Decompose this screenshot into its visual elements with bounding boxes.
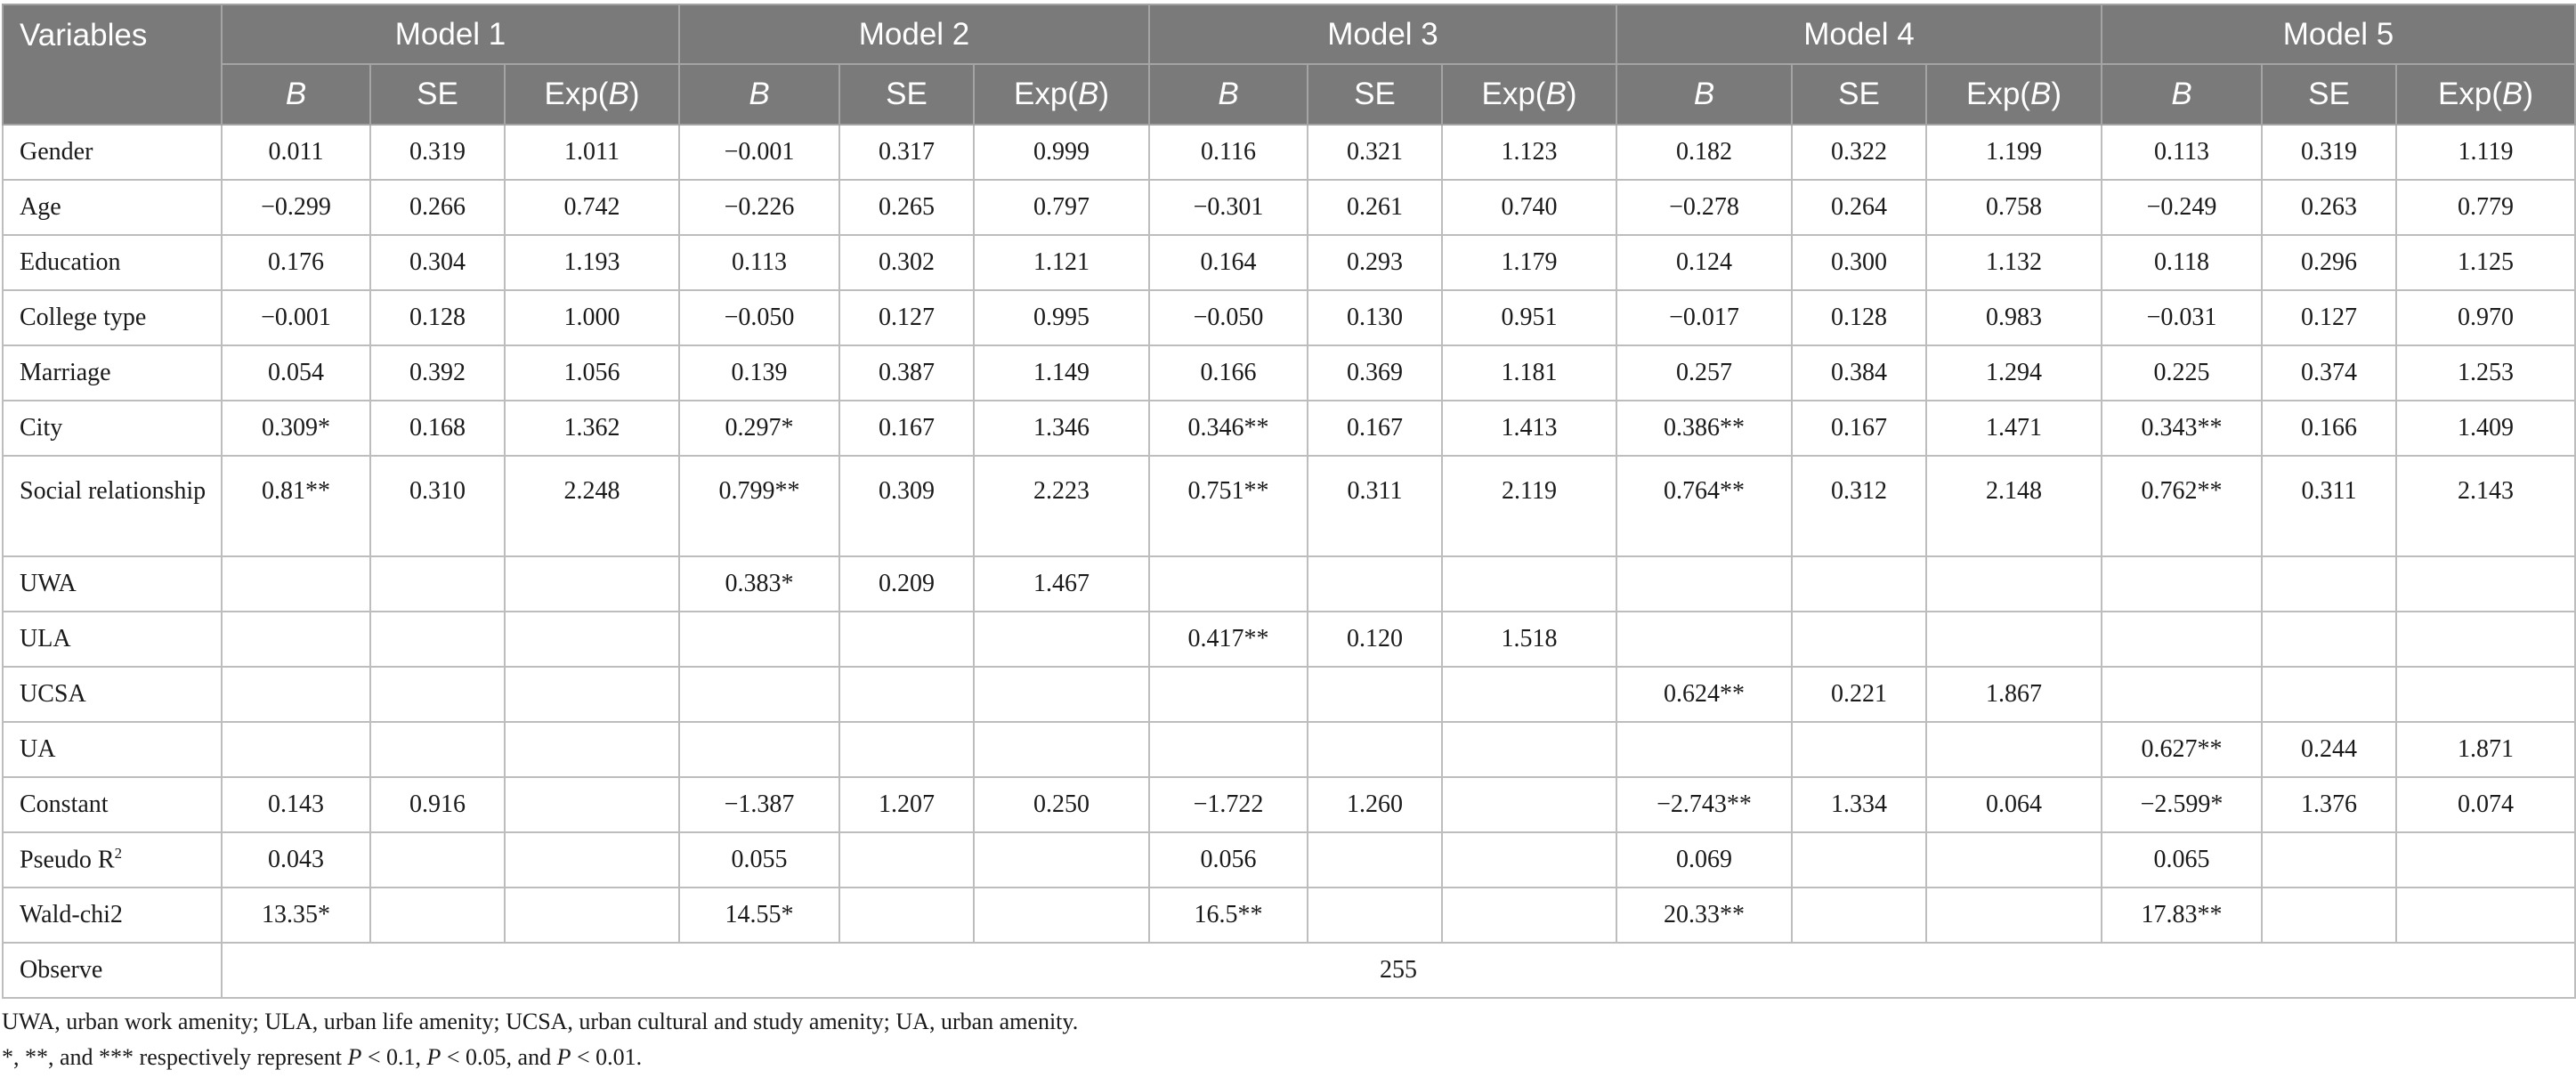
- table-cell: [222, 556, 370, 612]
- table-cell: 0.779: [2396, 180, 2575, 235]
- empty-cell: [1308, 888, 1442, 943]
- table-cell: 0.113: [2102, 125, 2262, 180]
- table-cell: 0.999: [974, 125, 1149, 180]
- table-cell: 0.130: [1308, 290, 1442, 345]
- table-cell: 0.264: [1792, 180, 1926, 235]
- stat-value: 16.5**: [1149, 888, 1308, 943]
- exp-b-header: Exp(B): [1926, 64, 2102, 125]
- table-cell: [1792, 556, 1926, 612]
- table-cell: 0.970: [2396, 290, 2575, 345]
- table-cell: 0.309*: [222, 401, 370, 456]
- se-header: SE: [1792, 64, 1926, 125]
- variables-header: Variables: [3, 4, 222, 125]
- table-cell: [222, 612, 370, 667]
- table-cell: 1.362: [505, 401, 679, 456]
- table-cell: −0.031: [2102, 290, 2262, 345]
- table-cell: 1.123: [1442, 125, 1616, 180]
- row-label: College type: [3, 290, 222, 345]
- table-cell: [1616, 612, 1792, 667]
- empty-cell: [505, 832, 679, 888]
- table-cell: −0.017: [1616, 290, 1792, 345]
- table-cell: [1308, 667, 1442, 722]
- table-cell: [370, 722, 505, 777]
- table-cell: 1.413: [1442, 401, 1616, 456]
- model-3-header: Model 3: [1149, 4, 1616, 64]
- p-symbol: P: [347, 1044, 362, 1070]
- table-cell: [1792, 612, 1926, 667]
- table-cell: 0.319: [2262, 125, 2396, 180]
- sig-prefix: *, **, and *** respectively represent: [2, 1044, 348, 1070]
- sig-threshold-2: < 0.05, and: [441, 1044, 557, 1070]
- exp-b-header: Exp(B): [2396, 64, 2575, 125]
- empty-cell: [370, 888, 505, 943]
- row-label: Observe: [3, 943, 222, 998]
- se-header: SE: [839, 64, 974, 125]
- table-cell: 1.179: [1442, 235, 1616, 290]
- table-cell: [839, 612, 974, 667]
- header-row-stats: [3, 64, 2575, 125]
- table-cell: 0.311: [2262, 456, 2396, 556]
- table-cell: −0.226: [679, 180, 839, 235]
- table-cell: 0.167: [1792, 401, 1926, 456]
- table-cell: 0.296: [2262, 235, 2396, 290]
- table-cell: [974, 612, 1149, 667]
- table-cell: [2102, 667, 2262, 722]
- table-cell: [505, 777, 679, 832]
- table-cell: −0.050: [1149, 290, 1308, 345]
- sig-threshold-3: < 0.01.: [571, 1044, 643, 1070]
- table-cell: 0.309: [839, 456, 974, 556]
- table-cell: 0.064: [1926, 777, 2102, 832]
- row-label: Constant: [3, 777, 222, 832]
- table-row: [3, 125, 2575, 180]
- table-cell: [222, 722, 370, 777]
- table-cell: [370, 612, 505, 667]
- row-label: UA: [3, 722, 222, 777]
- table-cell: [679, 612, 839, 667]
- table-cell: 1.867: [1926, 667, 2102, 722]
- table-cell: 0.250: [974, 777, 1149, 832]
- table-row: [3, 667, 2575, 722]
- coef-b-header: B: [2102, 64, 2262, 125]
- table-cell: [974, 722, 1149, 777]
- row-label: Wald-chi2: [3, 888, 222, 943]
- empty-cell: [1926, 888, 2102, 943]
- table-cell: 1.056: [505, 345, 679, 401]
- table-cell: 0.346**: [1149, 401, 1308, 456]
- table-cell: 0.384: [1792, 345, 1926, 401]
- row-label: Age: [3, 180, 222, 235]
- table-cell: 0.113: [679, 235, 839, 290]
- table-cell: 2.143: [2396, 456, 2575, 556]
- empty-cell: [839, 888, 974, 943]
- table-cell: 0.319: [370, 125, 505, 180]
- table-cell: 0.257: [1616, 345, 1792, 401]
- empty-cell: [1442, 832, 1616, 888]
- table-cell: 0.263: [2262, 180, 2396, 235]
- table-cell: 0.312: [1792, 456, 1926, 556]
- empty-cell: [2262, 888, 2396, 943]
- pseudo-r-label: Pseudo R: [20, 846, 115, 874]
- empty-cell: [505, 888, 679, 943]
- table-cell: [1308, 722, 1442, 777]
- p-symbol: P: [426, 1044, 441, 1070]
- table-cell: 0.758: [1926, 180, 2102, 235]
- empty-cell: [1792, 832, 1926, 888]
- p-symbol: P: [556, 1044, 571, 1070]
- table-row: [3, 290, 2575, 345]
- table-cell: 0.311: [1308, 456, 1442, 556]
- table-cell: 1.871: [2396, 722, 2575, 777]
- table-cell: 0.321: [1308, 125, 1442, 180]
- table-cell: 0.627**: [2102, 722, 2262, 777]
- table-cell: 0.951: [1442, 290, 1616, 345]
- table-cell: 0.167: [839, 401, 974, 456]
- row-label: Gender: [3, 125, 222, 180]
- table-body: [3, 125, 2575, 998]
- sig-threshold-1: < 0.1,: [361, 1044, 427, 1070]
- table-cell: 0.317: [839, 125, 974, 180]
- table-cell: −2.743**: [1616, 777, 1792, 832]
- model-2-header: Model 2: [679, 4, 1149, 64]
- table-cell: [1616, 722, 1792, 777]
- table-cell: 0.797: [974, 180, 1149, 235]
- stat-value: 0.065: [2102, 832, 2262, 888]
- table-cell: 0.624**: [1616, 667, 1792, 722]
- table-cell: 1.334: [1792, 777, 1926, 832]
- table-cell: 0.166: [2262, 401, 2396, 456]
- table-row: [3, 456, 2575, 556]
- table-cell: 0.81**: [222, 456, 370, 556]
- table-cell: 0.762**: [2102, 456, 2262, 556]
- table-cell: 2.148: [1926, 456, 2102, 556]
- table-cell: 1.253: [2396, 345, 2575, 401]
- table-cell: 0.261: [1308, 180, 1442, 235]
- table-cell: [1792, 722, 1926, 777]
- table-cell: 0.182: [1616, 125, 1792, 180]
- table-cell: 0.120: [1308, 612, 1442, 667]
- table-cell: 0.322: [1792, 125, 1926, 180]
- table-cell: [1149, 556, 1308, 612]
- table-cell: 0.392: [370, 345, 505, 401]
- coef-b-header: B: [222, 64, 370, 125]
- table-cell: [2396, 667, 2575, 722]
- table-cell: 0.139: [679, 345, 839, 401]
- table-cell: 0.740: [1442, 180, 1616, 235]
- table-cell: [1616, 556, 1792, 612]
- row-label: [3, 832, 222, 888]
- stat-value: 0.069: [1616, 832, 1792, 888]
- stat-value: 0.056: [1149, 832, 1308, 888]
- table-cell: 1.207: [839, 777, 974, 832]
- table-cell: 0.799**: [679, 456, 839, 556]
- table-cell: [370, 556, 505, 612]
- table-cell: 0.386**: [1616, 401, 1792, 456]
- table-cell: 2.223: [974, 456, 1149, 556]
- table-cell: [1926, 722, 2102, 777]
- table-cell: −1.387: [679, 777, 839, 832]
- table-cell: [1442, 667, 1616, 722]
- table-cell: [222, 667, 370, 722]
- table-row: [3, 401, 2575, 456]
- table-cell: [679, 667, 839, 722]
- stat-value: 0.055: [679, 832, 839, 888]
- table-cell: 0.074: [2396, 777, 2575, 832]
- table-cell: 0.266: [370, 180, 505, 235]
- table-cell: 0.118: [2102, 235, 2262, 290]
- table-cell: 0.116: [1149, 125, 1308, 180]
- exp-b-header: Exp(B): [505, 64, 679, 125]
- table-cell: −0.299: [222, 180, 370, 235]
- empty-cell: [2396, 888, 2575, 943]
- row-label: Marriage: [3, 345, 222, 401]
- table-cell: [2396, 612, 2575, 667]
- se-header: SE: [1308, 64, 1442, 125]
- table-cell: [1308, 556, 1442, 612]
- table-cell: 0.302: [839, 235, 974, 290]
- table-cell: 0.054: [222, 345, 370, 401]
- table-cell: [1926, 612, 2102, 667]
- table-cell: 0.764**: [1616, 456, 1792, 556]
- table-cell: 0.128: [370, 290, 505, 345]
- empty-cell: [1442, 888, 1616, 943]
- table-cell: 0.369: [1308, 345, 1442, 401]
- table-cell: 1.149: [974, 345, 1149, 401]
- table-cell: −0.001: [679, 125, 839, 180]
- pseudo-r2-row: [3, 832, 2575, 888]
- table-cell: [1149, 667, 1308, 722]
- table-row: [3, 722, 2575, 777]
- empty-cell: [839, 832, 974, 888]
- table-cell: 0.742: [505, 180, 679, 235]
- row-label: UCSA: [3, 667, 222, 722]
- table-cell: 0.166: [1149, 345, 1308, 401]
- table-cell: [505, 556, 679, 612]
- table-cell: 2.248: [505, 456, 679, 556]
- empty-cell: [2262, 832, 2396, 888]
- table-cell: 0.209: [839, 556, 974, 612]
- exp-b-header: Exp(B): [974, 64, 1149, 125]
- table-cell: 0.244: [2262, 722, 2396, 777]
- stat-value: 14.55*: [679, 888, 839, 943]
- table-footnotes: [2, 1004, 2574, 1075]
- observation-count: 255: [222, 943, 2575, 998]
- table-cell: 0.383*: [679, 556, 839, 612]
- table-cell: [1442, 777, 1616, 832]
- table-cell: [505, 612, 679, 667]
- table-cell: 0.167: [1308, 401, 1442, 456]
- row-label: ULA: [3, 612, 222, 667]
- table-cell: [505, 722, 679, 777]
- table-cell: 1.011: [505, 125, 679, 180]
- empty-cell: [370, 832, 505, 888]
- table-row: [3, 180, 2575, 235]
- table-cell: [2102, 556, 2262, 612]
- table-cell: −0.249: [2102, 180, 2262, 235]
- table-row: [3, 556, 2575, 612]
- table-cell: [679, 722, 839, 777]
- table-cell: 0.127: [2262, 290, 2396, 345]
- wald-chi2-row: [3, 888, 2575, 943]
- empty-cell: [2396, 832, 2575, 888]
- table-cell: 1.467: [974, 556, 1149, 612]
- table-cell: 0.265: [839, 180, 974, 235]
- table-cell: 1.346: [974, 401, 1149, 456]
- table-cell: 1.132: [1926, 235, 2102, 290]
- table-cell: [1442, 722, 1616, 777]
- se-header: SE: [370, 64, 505, 125]
- empty-cell: [1926, 832, 2102, 888]
- row-label: Social relationship: [3, 456, 222, 556]
- table-cell: [370, 667, 505, 722]
- coef-b-header: B: [1616, 64, 1792, 125]
- model-1-header: Model 1: [222, 4, 679, 64]
- table-cell: [2262, 612, 2396, 667]
- table-cell: −0.050: [679, 290, 839, 345]
- table-cell: 1.125: [2396, 235, 2575, 290]
- table-cell: −0.278: [1616, 180, 1792, 235]
- table-cell: [505, 667, 679, 722]
- table-cell: 0.127: [839, 290, 974, 345]
- coef-b-header: B: [1149, 64, 1308, 125]
- regression-table: [2, 4, 2576, 999]
- abbreviation-note: UWA, urban work amenity; ULA, urban life amenity; UCSA, urban cultural and study amenity; UA, urban amenity.: [2, 1009, 1079, 1034]
- table-row: [3, 612, 2575, 667]
- table-cell: 0.143: [222, 777, 370, 832]
- table-cell: 1.121: [974, 235, 1149, 290]
- table-cell: 2.119: [1442, 456, 1616, 556]
- table-cell: 0.387: [839, 345, 974, 401]
- table-cell: −0.001: [222, 290, 370, 345]
- empty-cell: [974, 832, 1149, 888]
- table-cell: 1.000: [505, 290, 679, 345]
- table-row: [3, 345, 2575, 401]
- table-cell: 0.225: [2102, 345, 2262, 401]
- table-cell: 1.409: [2396, 401, 2575, 456]
- table-cell: 0.221: [1792, 667, 1926, 722]
- table-cell: 0.751**: [1149, 456, 1308, 556]
- table-cell: 1.193: [505, 235, 679, 290]
- stat-value: 13.35*: [222, 888, 370, 943]
- table-cell: 0.983: [1926, 290, 2102, 345]
- table-cell: [1442, 556, 1616, 612]
- observe-row: [3, 943, 2575, 998]
- table-row: [3, 235, 2575, 290]
- empty-cell: [974, 888, 1149, 943]
- table-cell: [839, 667, 974, 722]
- empty-cell: [1308, 832, 1442, 888]
- table-cell: 0.995: [974, 290, 1149, 345]
- table-cell: 0.310: [370, 456, 505, 556]
- coef-b-header: B: [679, 64, 839, 125]
- exp-b-header: Exp(B): [1442, 64, 1616, 125]
- table-cell: 0.297*: [679, 401, 839, 456]
- table-cell: 0.124: [1616, 235, 1792, 290]
- table-cell: 1.181: [1442, 345, 1616, 401]
- table-cell: 0.304: [370, 235, 505, 290]
- table-cell: 1.518: [1442, 612, 1616, 667]
- table-cell: 0.417**: [1149, 612, 1308, 667]
- table-cell: −0.301: [1149, 180, 1308, 235]
- table-cell: 0.293: [1308, 235, 1442, 290]
- model-5-header: Model 5: [2102, 4, 2575, 64]
- table-cell: 0.168: [370, 401, 505, 456]
- table-cell: 0.011: [222, 125, 370, 180]
- table-cell: [974, 667, 1149, 722]
- table-cell: −1.722: [1149, 777, 1308, 832]
- table-cell: 1.294: [1926, 345, 2102, 401]
- table-cell: 0.374: [2262, 345, 2396, 401]
- table-cell: [2262, 556, 2396, 612]
- row-label: Education: [3, 235, 222, 290]
- stat-value: 0.043: [222, 832, 370, 888]
- table-cell: [2262, 667, 2396, 722]
- table-cell: [1926, 556, 2102, 612]
- table-cell: [1149, 722, 1308, 777]
- table-cell: 1.471: [1926, 401, 2102, 456]
- table-cell: 0.916: [370, 777, 505, 832]
- table-cell: [2396, 556, 2575, 612]
- table-cell: −2.599*: [2102, 777, 2262, 832]
- significance-note: [2, 1040, 2574, 1075]
- table-cell: 0.176: [222, 235, 370, 290]
- table-cell: 0.128: [1792, 290, 1926, 345]
- table-cell: 0.300: [1792, 235, 1926, 290]
- empty-cell: [1792, 888, 1926, 943]
- table-cell: 1.199: [1926, 125, 2102, 180]
- table-cell: [2102, 612, 2262, 667]
- stat-value: 17.83**: [2102, 888, 2262, 943]
- header-row-models: [3, 4, 2575, 64]
- row-label: UWA: [3, 556, 222, 612]
- model-4-header: Model 4: [1616, 4, 2102, 64]
- table-cell: 0.164: [1149, 235, 1308, 290]
- table-cell: 1.119: [2396, 125, 2575, 180]
- table-cell: 1.260: [1308, 777, 1442, 832]
- table-cell: 0.343**: [2102, 401, 2262, 456]
- stat-value: 20.33**: [1616, 888, 1792, 943]
- superscript-2: 2: [114, 845, 122, 863]
- row-label: City: [3, 401, 222, 456]
- table-cell: 1.376: [2262, 777, 2396, 832]
- se-header: SE: [2262, 64, 2396, 125]
- table-cell: [839, 722, 974, 777]
- table-row: [3, 777, 2575, 832]
